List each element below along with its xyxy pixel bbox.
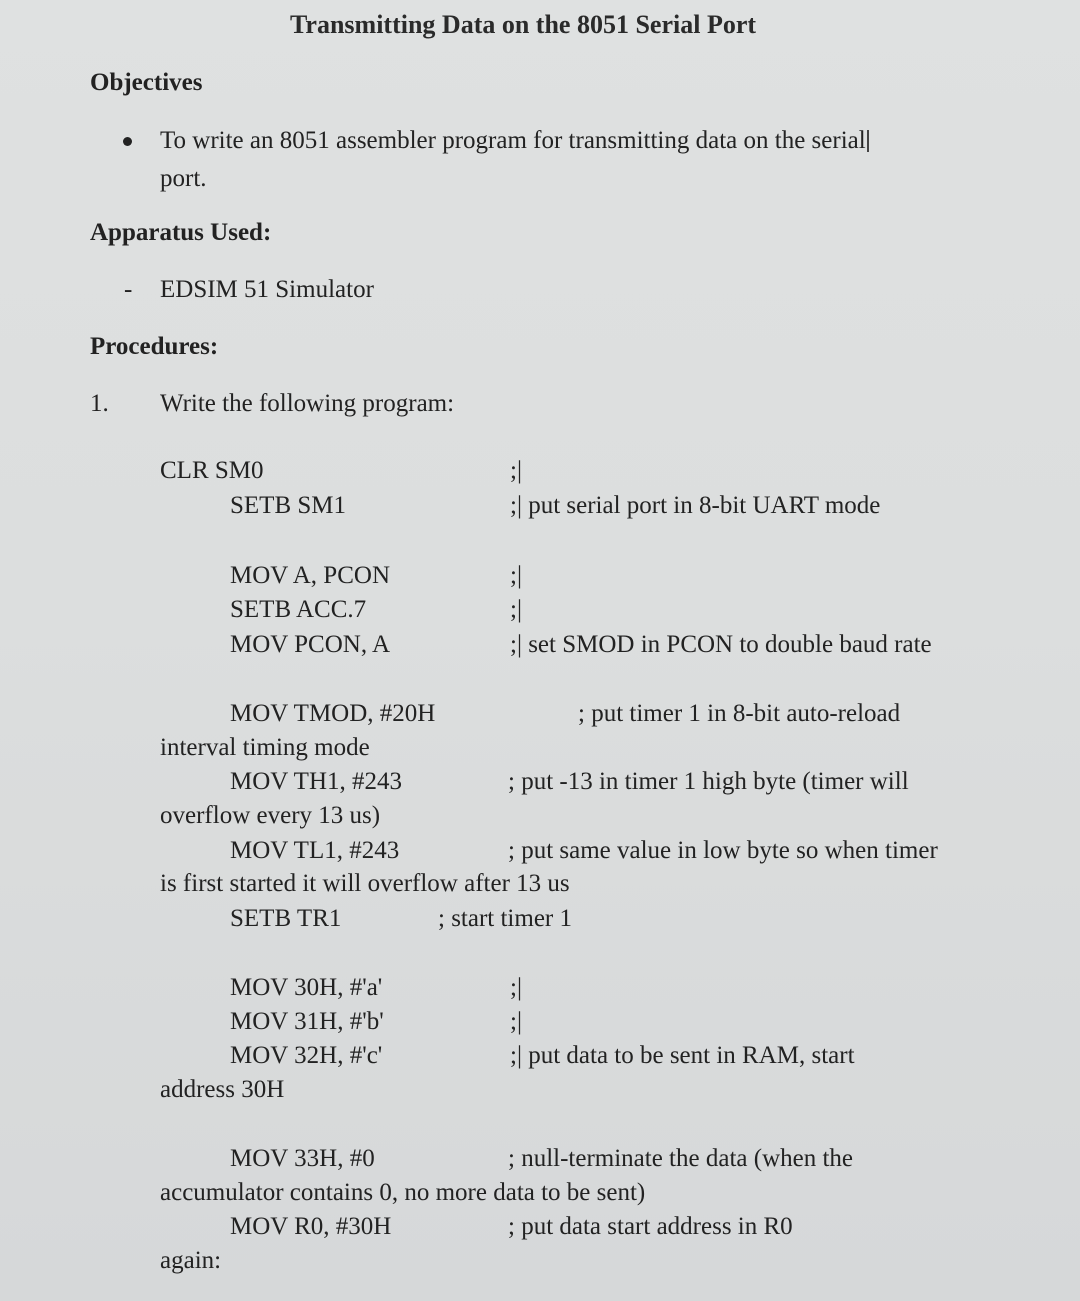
apparatus-item: EDSIM 51 Simulator — [160, 276, 374, 303]
objectives-heading: Objectives — [90, 69, 203, 96]
code-line: MOV TL1, #243 — [230, 837, 400, 864]
code-line: SETB TR1 — [230, 905, 342, 932]
code-line: MOV 32H, #'c' — [230, 1042, 383, 1069]
apparatus-dash: - — [124, 276, 133, 303]
code-comment: ;| put serial port in 8-bit UART mode — [510, 492, 881, 519]
code-comment: ;| — [510, 457, 522, 484]
step-number: 1. — [90, 390, 109, 417]
code-comment: ;| set SMOD in PCON to double baud rate — [510, 631, 932, 658]
code-line: MOV 33H, #0 — [230, 1145, 375, 1172]
code-comment-wrap: overflow every 13 us) — [160, 802, 381, 829]
code-comment: ; start timer 1 — [438, 905, 572, 932]
code-line: MOV PCON, A — [230, 631, 390, 658]
step-text: Write the following program: — [160, 390, 455, 417]
code-comment: ; null-terminate the data (when the — [508, 1145, 854, 1172]
objective-text-line1-content: To write an 8051 assembler program for transmitting data on the serial — [160, 127, 866, 154]
code-comment: ; put same value in low byte so when timer — [508, 837, 938, 864]
code-comment: ; put timer 1 in 8-bit auto-reload — [578, 700, 901, 727]
code-comment: ;| — [510, 1008, 522, 1035]
code-comment: ; put -13 in timer 1 high byte (timer will — [508, 768, 909, 795]
bullet-icon — [123, 137, 132, 146]
code-comment: ;| — [510, 596, 522, 623]
code-line: MOV TH1, #243 — [230, 768, 403, 795]
code-line: MOV A, PCON — [230, 562, 390, 589]
code-line: SETB SM1 — [230, 492, 347, 519]
code-comment-wrap: address 30H — [160, 1076, 285, 1103]
code-comment: ; put data start address in R0 — [508, 1213, 793, 1240]
code-comment: ;| — [510, 974, 522, 1001]
code-line: MOV R0, #30H — [230, 1213, 392, 1240]
objective-text-line1 — [160, 128, 870, 153]
code-comment-wrap: interval timing mode — [160, 734, 370, 761]
procedures-heading: Procedures: — [90, 333, 219, 360]
code-comment-wrap: accumulator contains 0, no more data to be sent) — [160, 1179, 646, 1206]
code-line: CLR SM0 — [160, 457, 264, 484]
code-line: MOV 30H, #'a' — [230, 974, 383, 1001]
objective-text-line2: port. — [160, 165, 207, 192]
code-comment: ;| put data to be sent in RAM, start — [510, 1042, 855, 1069]
apparatus-heading: Apparatus Used: — [90, 219, 272, 246]
text-cursor-icon — [867, 130, 869, 152]
code-comment: ;| — [510, 562, 522, 589]
code-line: MOV 31H, #'b' — [230, 1008, 384, 1035]
code-line: SETB ACC.7 — [230, 596, 367, 623]
code-label: again: — [160, 1247, 222, 1274]
page-title: Transmitting Data on the 8051 Serial Port — [290, 10, 757, 39]
code-line: MOV TMOD, #20H — [230, 700, 436, 727]
code-comment-wrap: is first started it will overflow after 13 us — [160, 870, 570, 897]
